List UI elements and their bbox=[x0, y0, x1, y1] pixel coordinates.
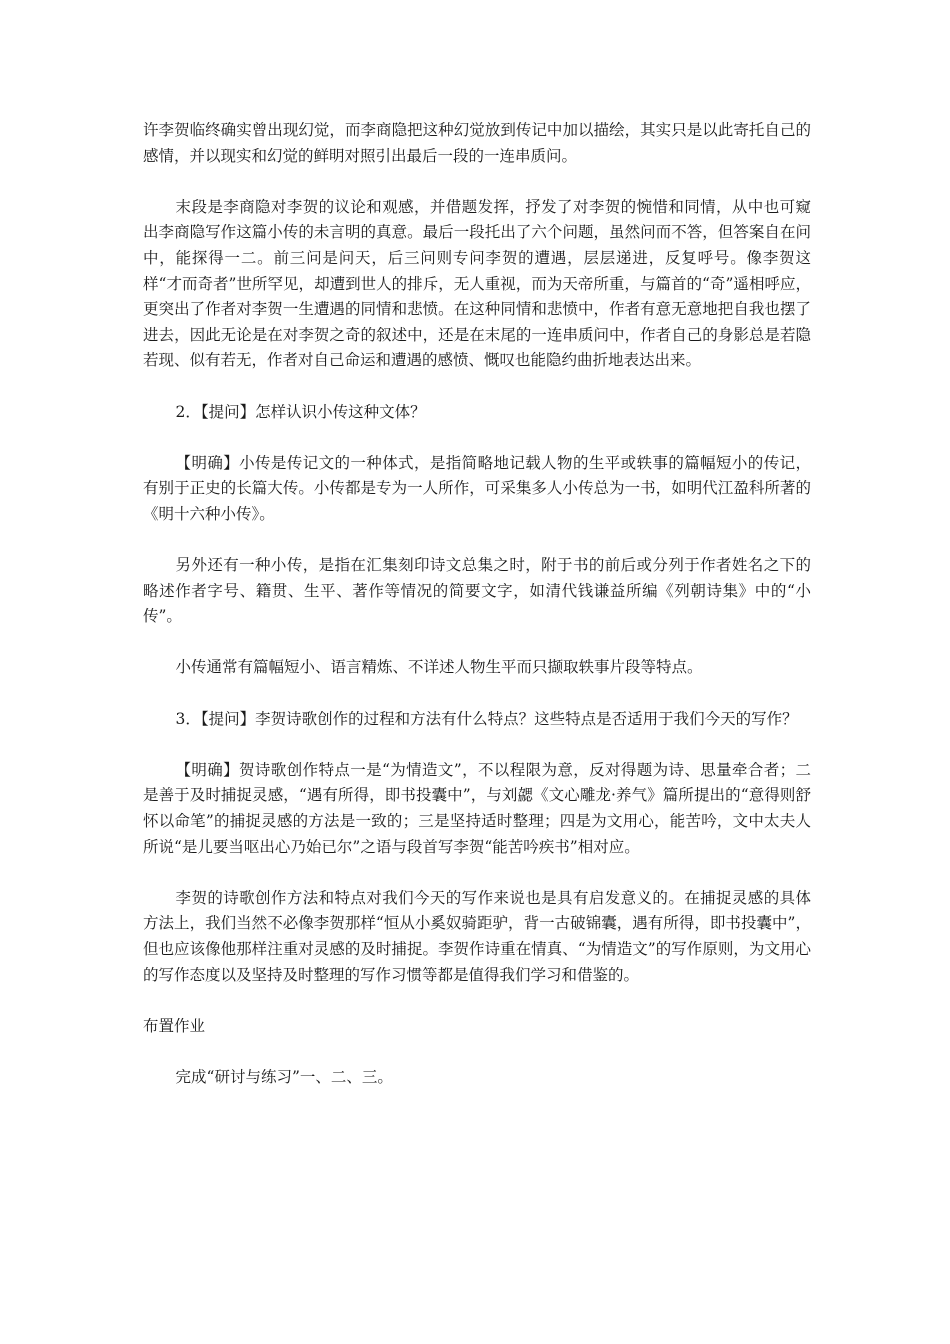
answer-2-other-meaning: 另外还有一种小传，是指在汇集刻印诗文总集之时，附于书的前后或分列于作者姓名之下的略述作者字号、籍贯、生平、著作等情况的简要文字，如清代钱谦益所编《列朝诗集》中的“小传”。 bbox=[143, 556, 811, 626]
document-body bbox=[143, 118, 811, 1116]
section-heading-homework: 布置作业 bbox=[143, 1016, 206, 1035]
paragraph-final-section-analysis: 末段是李商隐对李贺的议论和观感，并借题发挥，抒发了对李贺的惋惜和同情，从中也可窥出李商隐写作这篇小传的未言明的真意。最后一段托出了六个问题，虽然问而不答，但答案自在问中，能探得一二。前三问是问天，后三问则专问李贺的遭遇，层层递进，反复呼号。像李贺这样“才而奇者”世所罕见，却遭到世人的排斥，无人重视，而为天帝所重，与篇首的“奇”遥相呼应，更突出了作者对李贺一生遭遇的同情和悲愤。在这种同情和悲愤中，作者有意无意地把自我也摆了进去，因此无论是在对李贺之奇的叙述中，还是在末尾的一连串质问中，作者自己的身影总是若隐若现、似有若无，作者对自己命运和遭遇的感愤、慨叹也能隐约曲折地表达出来。 bbox=[143, 197, 811, 370]
answer-3-characteristics: 【明确】贺诗歌创作特点一是“为情造文”，不以程限为意，反对得题为诗、思量牵合者；二是善于及时捕捉灵感，“遇有所得，即书投囊中”，与刘勰《文心雕龙·养气》篇所提出的“意得则舒怀以命笔”的捕捉灵感的方法是一致的；三是坚持适时整理；四是为文用心，能苦吟，文中太夫人所说“是儿要当呕出心乃始已尔”之语与段首写李贺“能苦吟疾书”相对应。 bbox=[143, 760, 811, 856]
homework-text: 完成“研讨与练习”一、二、三。 bbox=[175, 1067, 393, 1086]
question-2: 2．【提问】怎样认识小传这种文体？ bbox=[175, 402, 426, 421]
answer-2-features: 小传通常有篇幅短小、语言精炼、不详述人物生平而只撷取轶事片段等特点。 bbox=[175, 658, 703, 677]
paragraph-continuation: 许李贺临终确实曾出现幻觉，而李商隐把这种幻觉放到传记中加以描绘，其实只是以此寄托自己的感情，并以现实和幻觉的鲜明对照引出最后一段的一连串质问。 bbox=[143, 121, 811, 165]
question-3: 3．【提问】李贺诗歌创作的过程和方法有什么特点？这些特点是否适用于我们今天的写作？ bbox=[175, 709, 798, 728]
answer-3-significance: 李贺的诗歌创作方法和特点对我们今天的写作来说也是具有启发意义的。在捕捉灵感的具体方法上，我们当然不必像李贺那样“恒从小奚奴骑距驴，背一古破锦囊，遇有所得，即书投囊中”，但也应该像他那样注重对灵感的及时捕捉。李贺作诗重在情真、“为情造文”的写作原则，为文用心的写作态度以及坚持及时整理的写作习惯等都是值得我们学习和借鉴的。 bbox=[143, 888, 811, 984]
answer-2-definition: 【明确】小传是传记文的一种体式，是指简略地记载人物的生平或轶事的篇幅短小的传记，有别于正史的长篇大传。小传都是专为一人所作，可采集多人小传总为一书，如明代江盈科所著的《明十六种小传》。 bbox=[143, 453, 811, 523]
